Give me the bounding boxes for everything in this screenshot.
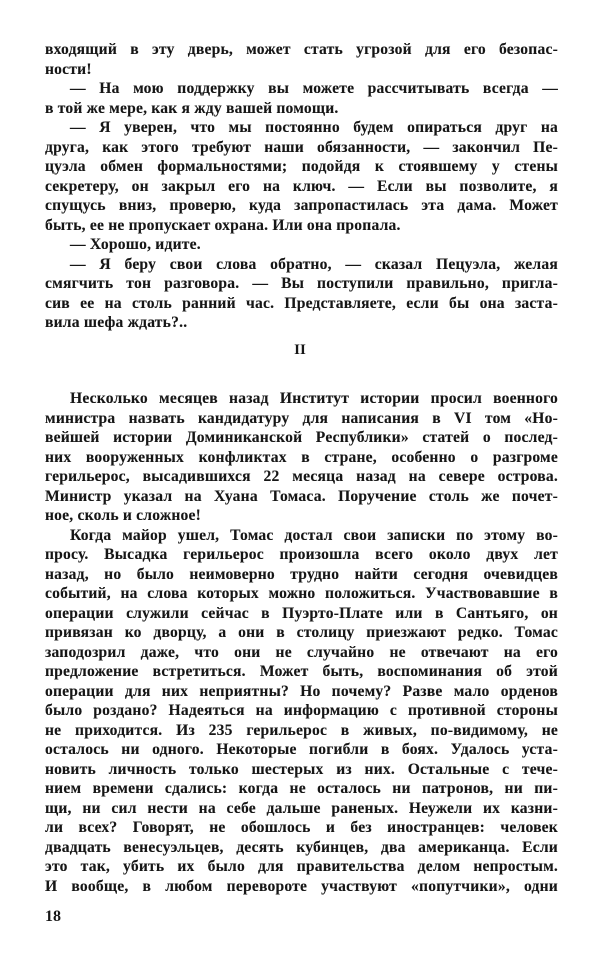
text-line: не приходится. Из 235 герильерос в живых, по-видимому, не (45, 721, 558, 739)
text-line: вейшей истории Доминиканской Республики» статей о послед- (45, 429, 558, 446)
text-line: секретеру, он закрыл его на ключ. — Если вы позволите, я (45, 177, 558, 195)
text-line: ное, сколь и сложное! (45, 507, 202, 524)
text-line: заподозрил даже, что они не случайно не отвечают на его (45, 643, 558, 661)
text-line: двадцать венесуэльцев, десять кубинцев, два американца. Если (45, 838, 558, 856)
text-line: ности! (45, 60, 92, 78)
text-line: министра назвать кандидатуру для написания в VI том «Но- (45, 409, 558, 427)
text-line: Министр указал на Хуана Томаса. Поручение столь же почет- (45, 487, 558, 505)
text-line: просу. Высадка герильерос произошла всего около двух лет (45, 546, 558, 563)
text-line: них вооруженных конфликтах в стране, особенно о разгроме (45, 448, 558, 466)
text-line: нием времени сдались: когда не осталось ни патронов, ни пи- (45, 780, 558, 797)
text-line: событий, на слова которых можно положиться. Участвовавшие в (45, 585, 558, 602)
text-line: щи, ни сил нести на себе дальше раненых. Неужели их казни- (45, 799, 558, 817)
text-line: Несколько месяцев назад Институт истории просил военного (70, 390, 558, 407)
text-line: было роздано? Надеяться на информацию с противной стороны (45, 702, 558, 719)
text-block-chapter (45, 389, 558, 896)
text-line: ли всех? Говорят, не обошлось и без иностранцев: человек (45, 819, 558, 836)
text-line: смягчить тон разговора. — Вы поступили правильно, пригла- (45, 275, 558, 292)
text-line: быть, ее не пропускает охрана. Или она пропала. (45, 216, 401, 234)
text-line: операции для них неприятны? Но почему? Разве мало орденов (45, 682, 558, 700)
text-line: это так, убить их было для правительства делом непростым. (45, 858, 558, 875)
text-line: вила шефа ждать?.. (45, 314, 188, 331)
text-line: Когда майор ушел, Томас достал свои записки по этому во- (70, 526, 558, 544)
text-line: друга, как этого требуют наши обязанности, — закончил Пе- (45, 138, 558, 156)
text-line: — Я беру свои слова обратно, — сказал Пецуэла, желая (70, 255, 558, 273)
text-line: — На мою поддержку вы можете рассчитывать всегда — (70, 80, 558, 97)
chapter-heading: II (294, 342, 306, 358)
text-line: в той же мере, как я жду вашей помощи. (45, 99, 339, 117)
text-line: привязан ко дворцу, а они в столицу приезжают редко. Томас (45, 624, 558, 641)
text-line: герильерос, высадившихся 22 месяца назад на севере острова. (45, 468, 558, 485)
text-line: И вообще, в любом перевороте участвуют «попутчики», одни (45, 877, 558, 895)
text-line: новить личность только шестерых из них. Остальные с тече- (45, 760, 558, 778)
text-line: сив ее на столь ранний час. Представляете, если бы она заста- (45, 294, 558, 312)
page-number: 18 (45, 908, 61, 925)
text-line: операции служили сейчас в Пуэрто-Плате или в Сантьяго, он (45, 604, 558, 622)
text-line: предложение встретиться. Может быть, воспоминания об этой (45, 663, 558, 680)
text-block-top (45, 40, 558, 333)
text-line: цуэла обмен формальностями; подойдя к стоявшему у стены (45, 158, 558, 175)
text-line: — Хорошо, идите. (70, 236, 201, 253)
text-line: спущусь вниз, проверю, куда запропастилась эта дама. Может (45, 197, 558, 214)
text-line: — Я уверен, что мы постоянно будем опираться друг на (70, 119, 558, 136)
text-line: назад, но было неимоверно трудно найти сегодня очевидцев (45, 565, 558, 583)
text-line: входящий в эту дверь, может стать угрозой для его безопас- (45, 41, 558, 58)
text-line: осталось ни одного. Некоторые погибли в боях. Удалось уста- (45, 741, 558, 758)
